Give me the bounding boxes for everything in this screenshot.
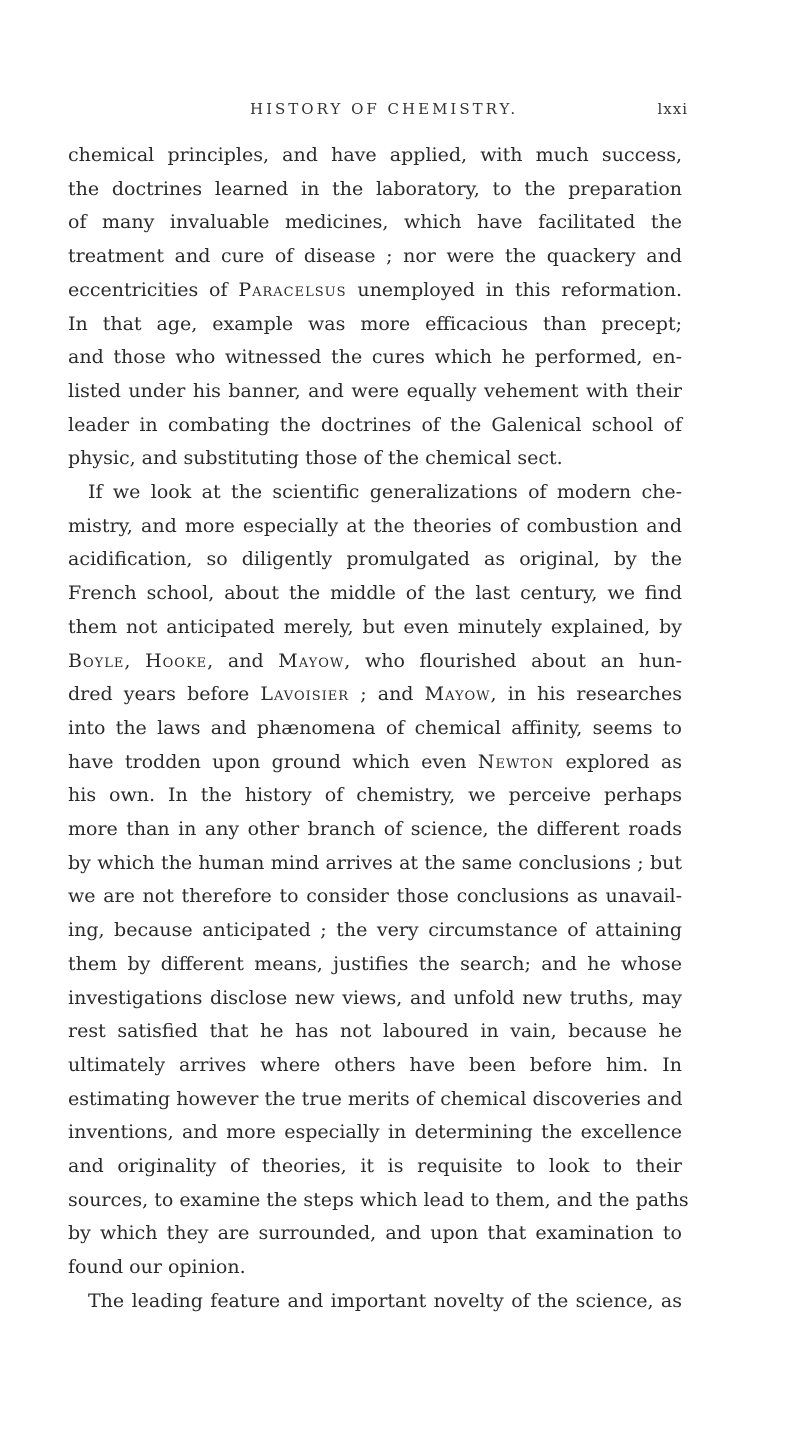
text-line [68,814,682,844]
text-run: rest satisfied that he has not laboured in vain, because he [68,1020,682,1043]
text-run: of many invaluable medicines, which have facilitated the [68,211,682,234]
text-line [68,410,682,440]
text-line [68,1050,682,1080]
text-run: mistry, and more especially at the theories of combustion and [68,514,682,537]
text-run: ultimately arrives where others have been before him. In [68,1053,682,1076]
text-run: , [124,649,146,672]
text-line [68,275,682,305]
text-line [68,511,682,541]
text-run: the doctrines learned in the laboratory, to the preparation [68,177,682,200]
text-run: In that age, example was more efficacious than precept; [68,312,682,335]
text-line [68,174,682,204]
text-run: and originality of theories, it is requisite to look to their [68,1155,682,1177]
text-run: dred years before [68,683,261,706]
text-line [68,1218,682,1248]
page-number: lxxi [657,100,688,118]
text-run: sources, to examine the steps which lead to them, and the paths [68,1188,689,1211]
text-line [68,646,682,676]
running-title: HISTORY OF CHEMISTRY. [250,100,519,118]
text-run: found our opinion. [68,1256,246,1279]
text-run: ; and [349,683,425,706]
text-line [68,612,682,642]
text-line [68,1084,682,1114]
text-line [68,241,682,271]
text-run: by which they are surrounded, and upon that examination to [68,1222,682,1245]
text-line [68,983,682,1013]
text-line [68,1117,682,1147]
text-line [68,915,682,945]
text-run: estimating however the true merits of chemical discoveries and [68,1087,683,1110]
text-run: unemployed in this reformation. [346,278,682,301]
text-run: French school, about the middle of the last century, we find [68,582,682,605]
text-line [68,544,682,574]
running-header [250,100,688,122]
text-line [68,1016,682,1046]
text-line [68,679,682,709]
text-line [68,309,682,339]
proper-name: Boyle [68,649,125,672]
text-run: The leading feature and important novelty of the science, as [88,1289,682,1312]
text-run: we are not therefore to consider those conclusions as unavail- [68,885,682,908]
text-run: into the laws and phænomena of chemical affinity, seems to [68,716,682,739]
text-run: have trodden upon ground which even [68,750,478,773]
text-run: chemical principles, and have applied, with much success, [68,144,682,166]
text-run: explored as [554,750,682,773]
text-line [68,713,682,743]
proper-name: Paracelsus [238,278,347,301]
proper-name: Hooke [145,649,208,672]
text-line [68,1185,689,1215]
text-run: If we look at the scientific generalizations of modern che- [88,481,682,503]
text-line [68,207,682,237]
text-run: investigations disclose new views, and unfold new truths, may [68,986,682,1009]
text-run: leader in combating the doctrines of the Galenical school of [68,413,682,436]
text-line [68,848,682,878]
text-run: listed under his banner, and were equally vehement with their [68,379,682,402]
text-line [68,140,682,170]
proper-name: Lavoisier [260,683,350,706]
text-run: his own. In the history of chemistry, we perceive perhaps [68,784,682,807]
text-line [68,780,682,810]
text-line [68,1151,682,1181]
text-line [68,342,682,372]
text-run: , in his researches [490,683,682,706]
text-run: physic, and substituting those of the chemical sect. [68,447,563,470]
proper-name: Mayow [278,649,345,672]
text-run: eccentricities of [68,278,239,301]
text-line [88,477,682,507]
text-line [68,881,682,911]
text-line [68,376,682,406]
text-line [68,578,682,608]
text-line [88,1286,682,1316]
text-run: acidification, so diligently promulgated as original, by the [68,548,682,571]
proper-name: Mayow [424,683,491,706]
text-run: ing, because anticipated ; the very circumstance of attaining [68,919,682,942]
proper-name: Newton [477,750,555,773]
text-run: treatment and cure of disease ; nor were the quackery and [68,245,682,268]
text-line [68,1252,682,1282]
text-run: them not anticipated merely, but even minutely explained, by [68,615,682,638]
text-run: them by different means, justifies the search; and he whose [68,952,682,975]
text-line [68,949,682,979]
text-run: by which the human mind arrives at the same conclusions ; but [68,851,682,874]
text-line [68,747,682,777]
text-run: , and [207,649,279,672]
text-run: more than in any other branch of science, the different roads [68,818,682,840]
text-run: and those who witnessed the cures which he performed, en- [68,346,682,369]
text-run: inventions, and more especially in determining the excellence [68,1121,682,1144]
text-run: , who flourished about an hun- [344,649,682,672]
text-line [68,443,682,473]
